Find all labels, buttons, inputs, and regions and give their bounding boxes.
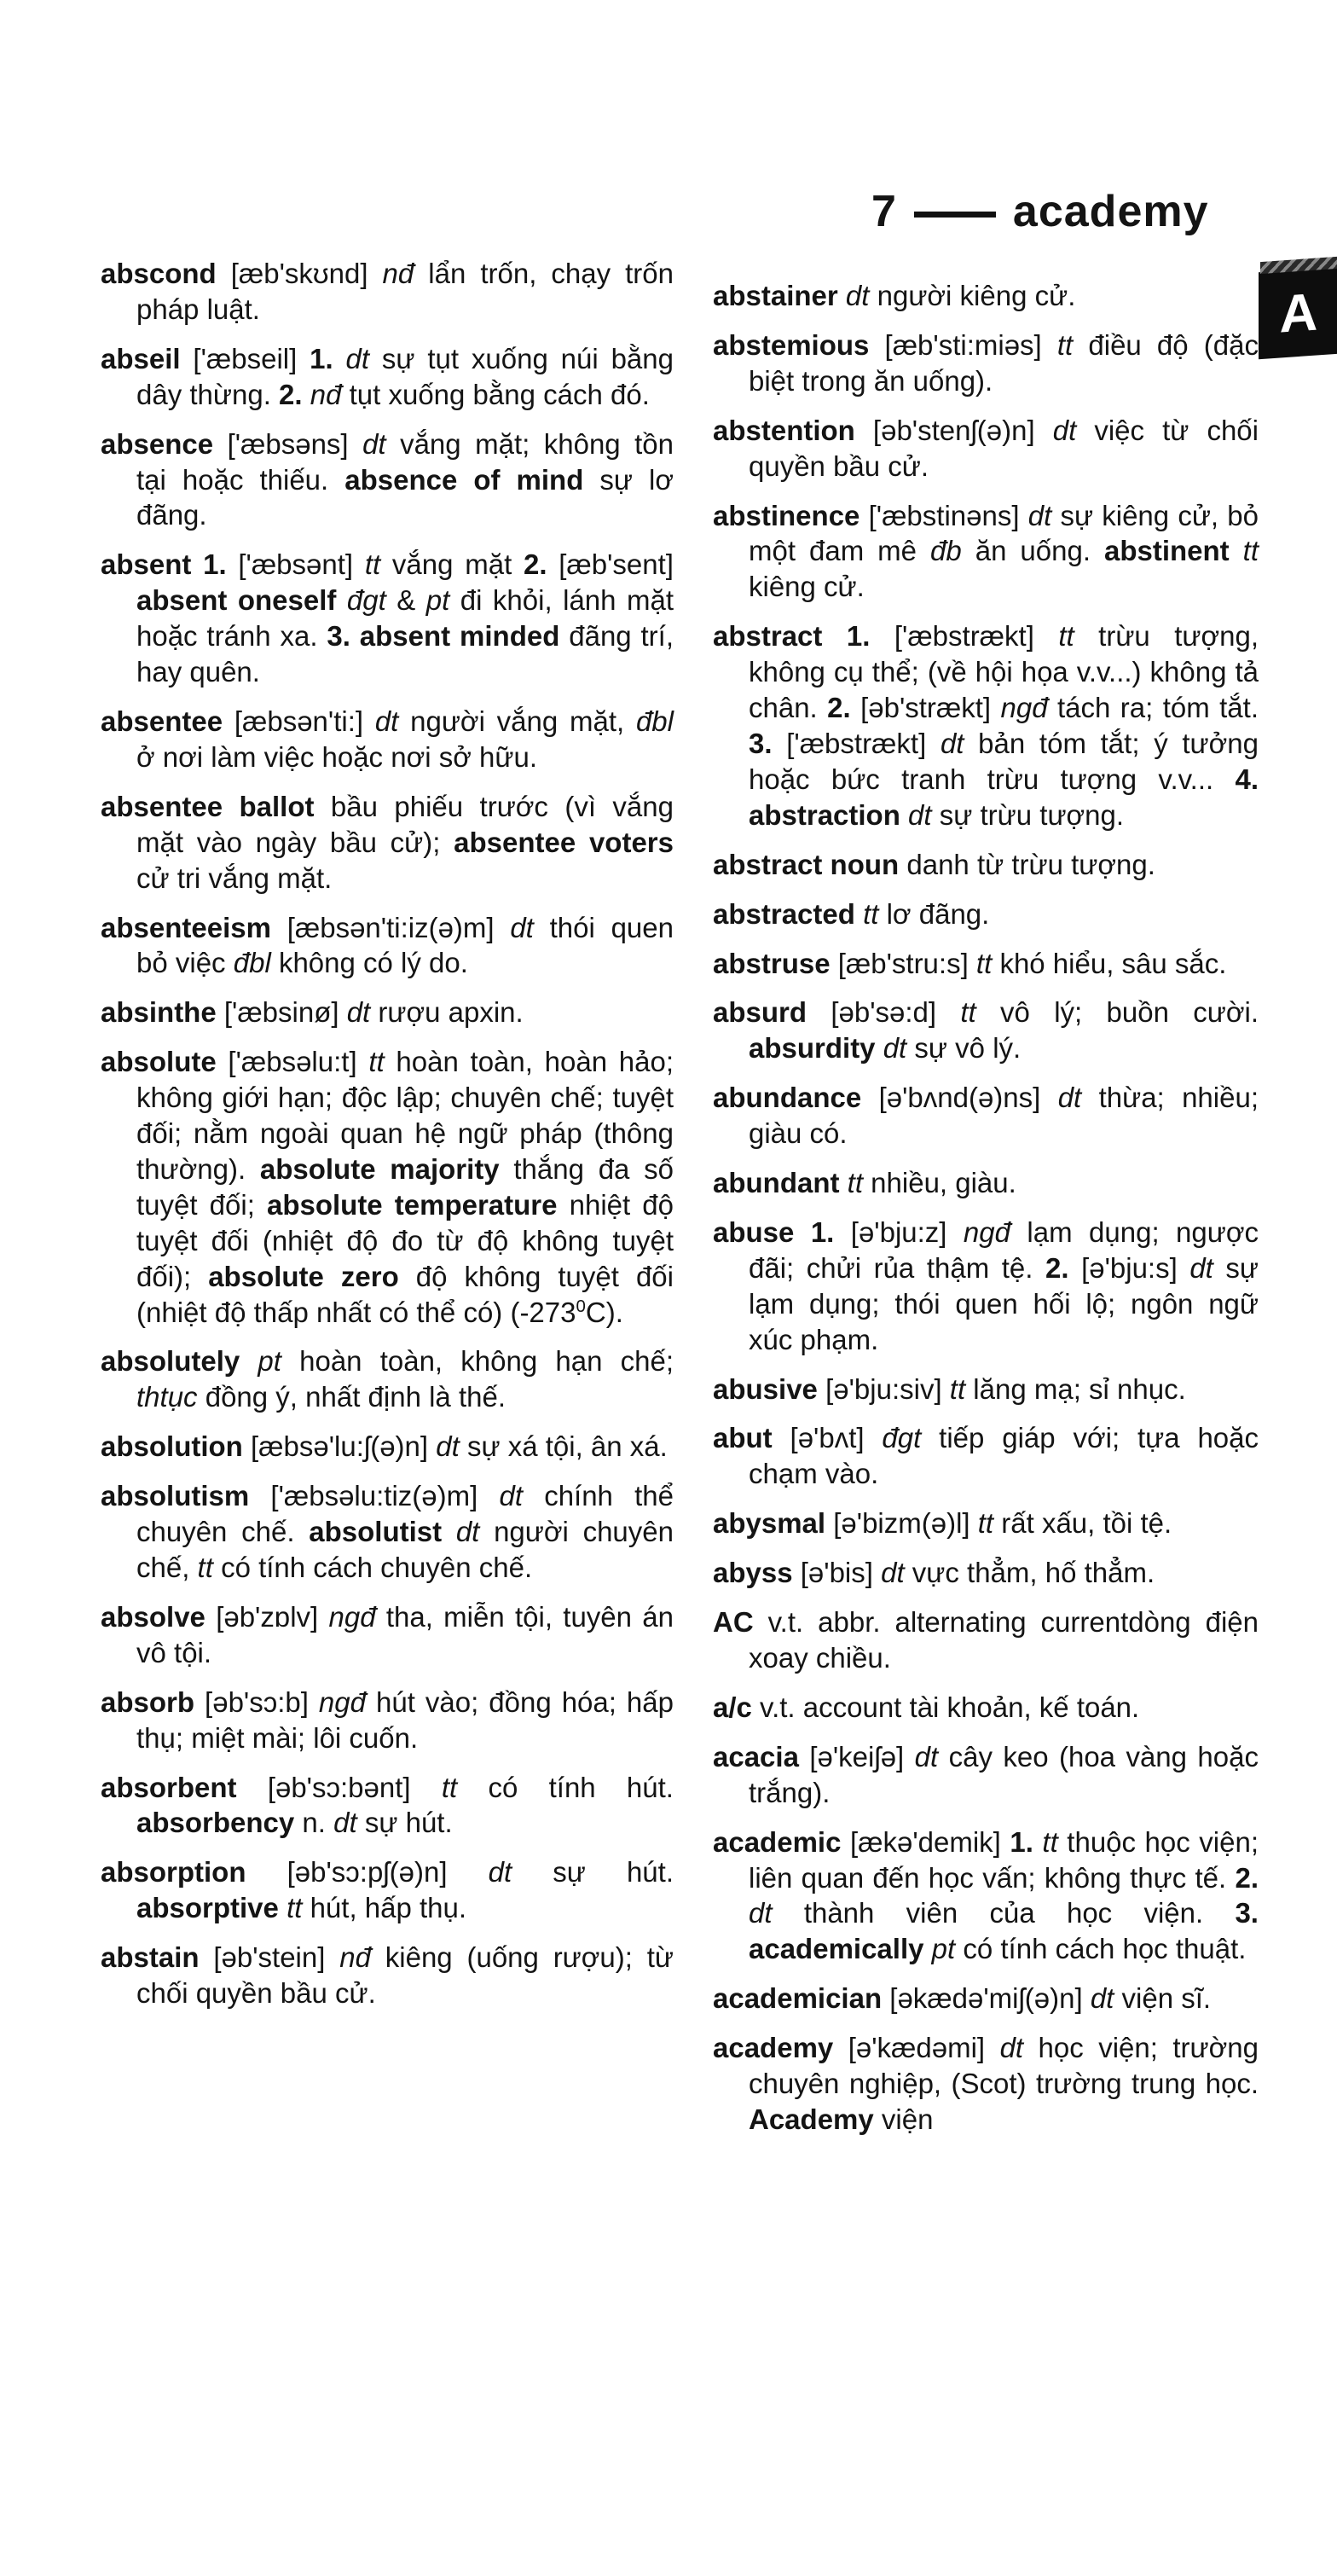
dictionary-entry-abstruse: abstruse [æb'stru:s] tt khó hiểu, sâu sắc. bbox=[713, 947, 1227, 979]
header-dash bbox=[914, 212, 996, 218]
dictionary-entry-abusive: abusive [ə'bju:siv] tt lăng mạ; sỉ nhục. bbox=[713, 1372, 1186, 1405]
dictionary-entry-absent: absent 1. ['æbsənt] tt vắng mặt 2. [æb'sent] absent oneself đgt & pt đi khỏi, lánh mặt hoặc tránh xa. 3. absent minded đãng trí, hay quên. bbox=[101, 548, 674, 688]
dictionary-entry-abstemious: abstemious [æb'sti:miəs] tt điều độ (đặc biệt trong ăn uống). bbox=[713, 328, 1259, 397]
dictionary-entry-abstract: abstract 1. ['æbstrækt] tt trừu tượng, không cụ thể; (về hội họa v.v...) không tả chân. 2. [əb'strækt] ngđ tách ra; tóm tắt. 3. ['æbstrækt] dt bản tóm tắt; ý tưởng hoặc bức tranh trừu tượng v.v... 4. abstraction dt sự trừu tượng. bbox=[713, 620, 1259, 831]
dictionary-entry-absolve: absolve [əb'zɒlv] ngđ tha, miễn tội, tuyên án vô tội. bbox=[101, 1600, 674, 1668]
dictionary-entry-ac: AC v.t. abbr. alternating currentdòng điện xoay chiều. bbox=[713, 1606, 1259, 1674]
dictionary-entry-absorbent: absorbent [əb'sɔ:bənt] tt có tính hút. absorbency n. dt sự hút. bbox=[101, 1771, 674, 1839]
right-column bbox=[713, 278, 1259, 2151]
left-column bbox=[101, 256, 674, 2025]
dictionary-entry-acacia: acacia [ə'keiʃə] dt cây keo (hoa vàng hoặc trắng). bbox=[713, 1740, 1259, 1808]
dictionary-entry-abstracted: abstracted tt lơ đãng. bbox=[713, 897, 990, 930]
dictionary-entry-absentee: absentee [æbsən'ti:] dt người vắng mặt, đbl ở nơi làm việc hoặc nơi sở hữu. bbox=[101, 705, 674, 773]
dictionary-entry-abyss: abyss [ə'bis] dt vực thẳm, hố thẳm. bbox=[713, 1557, 1155, 1589]
dictionary-entry-abysmal: abysmal [ə'bizm(ə)l] tt rất xấu, tồi tệ. bbox=[713, 1507, 1172, 1540]
page-number: 7 bbox=[871, 187, 897, 236]
dictionary-entry-absolution: absolution [æbsə'lu:ʃ(ə)n] dt sự xá tội, ân xá. bbox=[101, 1430, 668, 1463]
dictionary-entry-abstinence: abstinence ['æbstinəns] dt sự kiêng cử, bỏ một đam mê đb ăn uống. abstinent tt kiêng cử. bbox=[713, 499, 1259, 603]
dictionary-entry-absorb: absorb [əb'sɔ:b] ngđ hút vào; đồng hóa; hấp thụ; miệt mài; lôi cuốn. bbox=[101, 1685, 674, 1754]
page-title-word: academy bbox=[1012, 187, 1209, 236]
dictionary-entry-absolute: absolute ['æbsəlu:t] tt hoàn toàn, hoàn hảo; không giới hạn; độc lập; chuyên chế; tuyệt đối; nằm ngoài quan hệ ngữ pháp (thông thường). absolute majority thắng đa số tuyệt đối; absolute temperature nhiệt độ tuyệt đối (nhiệt độ đo từ độ không tuyệt đối); absolute zero độ không tuyệt đối (nhiệt độ thấp nhất có thể có) $(-273^0C)$. bbox=[101, 1046, 674, 1328]
dictionary-entry-absenteeism: absenteeism [æbsən'ti:iz(ə)m] dt thói quen bỏ việc đbl không có lý do. bbox=[101, 911, 674, 979]
dictionary-entry-absinthe: absinthe ['æbsinø] dt rượu apxin. bbox=[101, 996, 524, 1029]
section-letter: A bbox=[1279, 281, 1318, 345]
page-header bbox=[871, 186, 1209, 237]
dictionary-entry-absence: absence ['æbsəns] dt vắng mặt; không tồn tại hoặc thiếu. absence of mind sự lơ đãng. bbox=[101, 427, 674, 531]
dictionary-entry-abundant: abundant tt nhiều, giàu. bbox=[713, 1167, 1016, 1199]
dictionary-entry-a-c: a/c v.t. account tài khoản, kế toán. bbox=[713, 1691, 1140, 1723]
dictionary-entry-abut: abut [ə'bʌt] đgt tiếp giáp với; tựa hoặc chạm vào. bbox=[713, 1422, 1259, 1490]
section-letter-tab bbox=[1260, 269, 1337, 357]
dictionary-entry-abseil: abseil ['æbseil] 1. dt sự tụt xuống núi bằng dây thừng. 2. nđ tụt xuống bằng cách đó. bbox=[101, 342, 674, 410]
dictionary-entry-absolutely: absolutely pt hoàn toàn, không hạn chế; thtục đồng ý, nhất định là thế. bbox=[101, 1345, 674, 1413]
dictionary-entry-abuse: abuse 1. [ə'bju:z] ngđ lạm dụng; ngược đãi; chửi rủa thậm tệ. 2. [ə'bju:s] dt sự lạm dụng; thói quen hối lộ; ngôn ngữ xúc phạm. bbox=[713, 1215, 1259, 1355]
dictionary-entry-absentee-ballot: absentee ballot bầu phiếu trước (vì vắng mặt vào ngày bầu cử); absentee voters cử tri vắng mặt. bbox=[101, 790, 674, 894]
dictionary-entry-abstainer: abstainer dt người kiêng cử. bbox=[713, 280, 1076, 311]
dictionary-entry-absurd: absurd [əb'sə:d] tt vô lý; buồn cười. absurdity dt sự vô lý. bbox=[713, 996, 1259, 1065]
dictionary-entry-abstract-noun: abstract noun danh từ trừu tượng. bbox=[713, 848, 1155, 880]
dictionary-entry-abundance: abundance [ə'bʌnd(ə)ns] dt thừa; nhiều; giàu có. bbox=[713, 1082, 1259, 1150]
dictionary-entry-absorption: absorption [əb'sɔ:pʃ(ə)n] dt sự hút. absorptive tt hút, hấp thụ. bbox=[101, 1856, 674, 1924]
dictionary-entry-absolutism: absolutism ['æbsəlu:tiz(ə)m] dt chính thể chuyên chế. absolutist dt người chuyên chế, tt có tính cách chuyên chế. bbox=[101, 1480, 674, 1583]
dictionary-entry-abstain: abstain [əb'stein] nđ kiêng (uống rượu); từ chối quyền bầu cử. bbox=[101, 1941, 674, 2010]
dictionary-entry-abstention: abstention [əb'stenʃ(ə)n] dt việc từ chối quyền bầu cử. bbox=[713, 414, 1259, 482]
dictionary-entry-academician: academician [əkædə'miʃ(ə)n] dt viện sĩ. bbox=[713, 1982, 1212, 2015]
dictionary-entry-academy: academy [ə'kædəmi] dt học viện; trường chuyên nghiệp, (Scot) trường trung học. Academy viện bbox=[713, 2032, 1259, 2135]
dictionary-entry-abscond: abscond [æb'skʊnd] nđ lẩn trốn, chạy trốn pháp luật. bbox=[101, 258, 674, 325]
dictionary-entry-academic: academic [ækə'demik] 1. tt thuộc học viện; liên quan đến học vấn; không thực tế. 2. dt thành viên của học viện. 3. academically pt có tính cách học thuật. bbox=[713, 1825, 1259, 1965]
